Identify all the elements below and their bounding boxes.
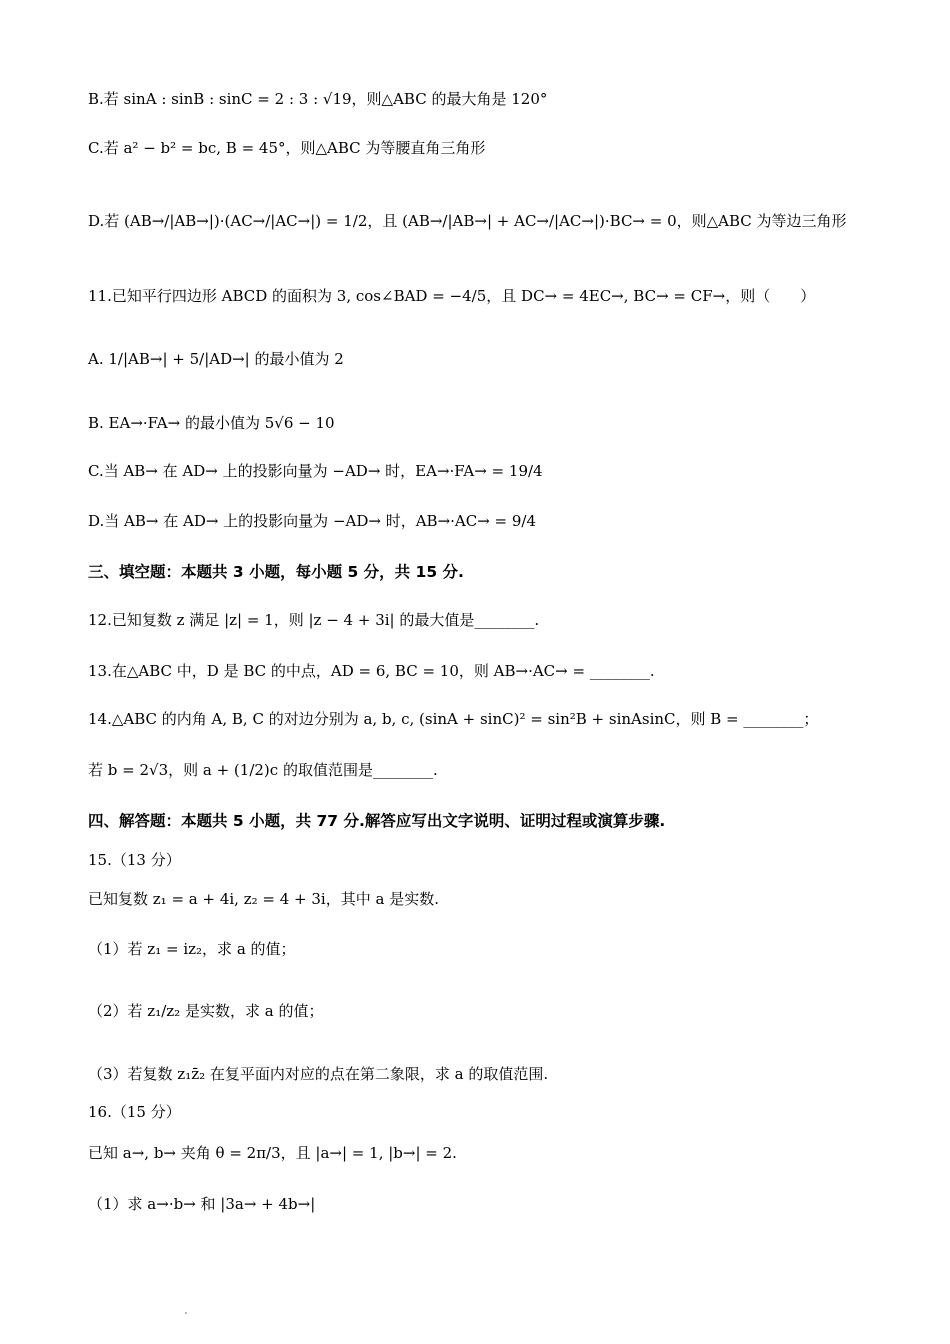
question-13: 13.在△ABC 中，D 是 BC 的中点，AD = 6, BC = 10，则 AB→·AC→ = ________.: [88, 662, 655, 680]
question-15-header: 15.（13 分）: [88, 851, 181, 869]
option-c-line: C.若 a² − b² = bc, B = 45°，则△ABC 为等腰直角三角形: [88, 139, 486, 157]
section-3-heading: 三、填空题：本题共 3 小题，每小题 5 分，共 15 分.: [88, 563, 464, 581]
q11-option-c: C.当 AB→ 在 AD→ 上的投影向量为 −AD→ 时，EA→·FA→ = 19/4: [88, 462, 543, 480]
question-11-stem: 11.已知平行四边形 ABCD 的面积为 3, cos∠BAD = −4/5，且 DC→ = 4EC→, BC→ = CF→，则（ ）: [88, 287, 816, 305]
q11-option-d: D.当 AB→ 在 AD→ 上的投影向量为 −AD→ 时，AB→·AC→ = 9/4: [88, 512, 537, 530]
section-4-heading: 四、解答题：本题共 5 小题，共 77 分.解答应写出文字说明、证明过程或演算步骤.: [88, 812, 666, 830]
question-16-header: 16.（15 分）: [88, 1103, 181, 1121]
q11-option-a: A. 1/|AB→| + 5/|AD→| 的最小值为 2: [88, 350, 344, 368]
question-14-part2: 若 b = 2√3，则 a + (1/2)c 的取值范围是________.: [88, 761, 438, 779]
question-12: 12.已知复数 z 满足 |z| = 1，则 |z − 4 + 3i| 的最大值是________.: [88, 611, 540, 629]
question-14: 14.△ABC 的内角 A, B, C 的对边分别为 a, b, c, (sinA + sinC)² = sin²B + sinAsinC，则 B = ________；: [88, 710, 819, 728]
q16-part-1: （1）求 a→·b→ 和 |3a→ + 4b→|: [88, 1195, 316, 1213]
q11-option-b: B. EA→·FA→ 的最小值为 5√6 − 10: [88, 414, 335, 432]
option-d-line: D.若 (AB→/|AB→|)·(AC→/|AC→|) = 1/2，且 (AB→/|AB→| + AC→/|AC→|)·BC→ = 0，则△ABC 为等边三角形: [88, 212, 847, 230]
question-15-stem: 已知复数 z₁ = a + 4i, z₂ = 4 + 3i，其中 a 是实数.: [88, 890, 439, 908]
q15-part-1: （1）若 z₁ = iz₂，求 a 的值；: [88, 940, 296, 958]
question-16-stem: 已知 a→, b→ 夹角 θ = 2π/3，且 |a→| = 1, |b→| = 2.: [88, 1144, 457, 1162]
q15-part-2: （2）若 z₁/z₂ 是实数，求 a 的值；: [88, 1002, 324, 1020]
page-speck: [185, 1312, 187, 1314]
q15-part-3: （3）若复数 z₁z̄₂ 在复平面内对应的点在第二象限，求 a 的取值范围.: [88, 1065, 549, 1083]
option-b-line: B.若 sinA : sinB : sinC = 2 : 3 : √19，则△ABC 的最大角是 120°: [88, 90, 548, 108]
